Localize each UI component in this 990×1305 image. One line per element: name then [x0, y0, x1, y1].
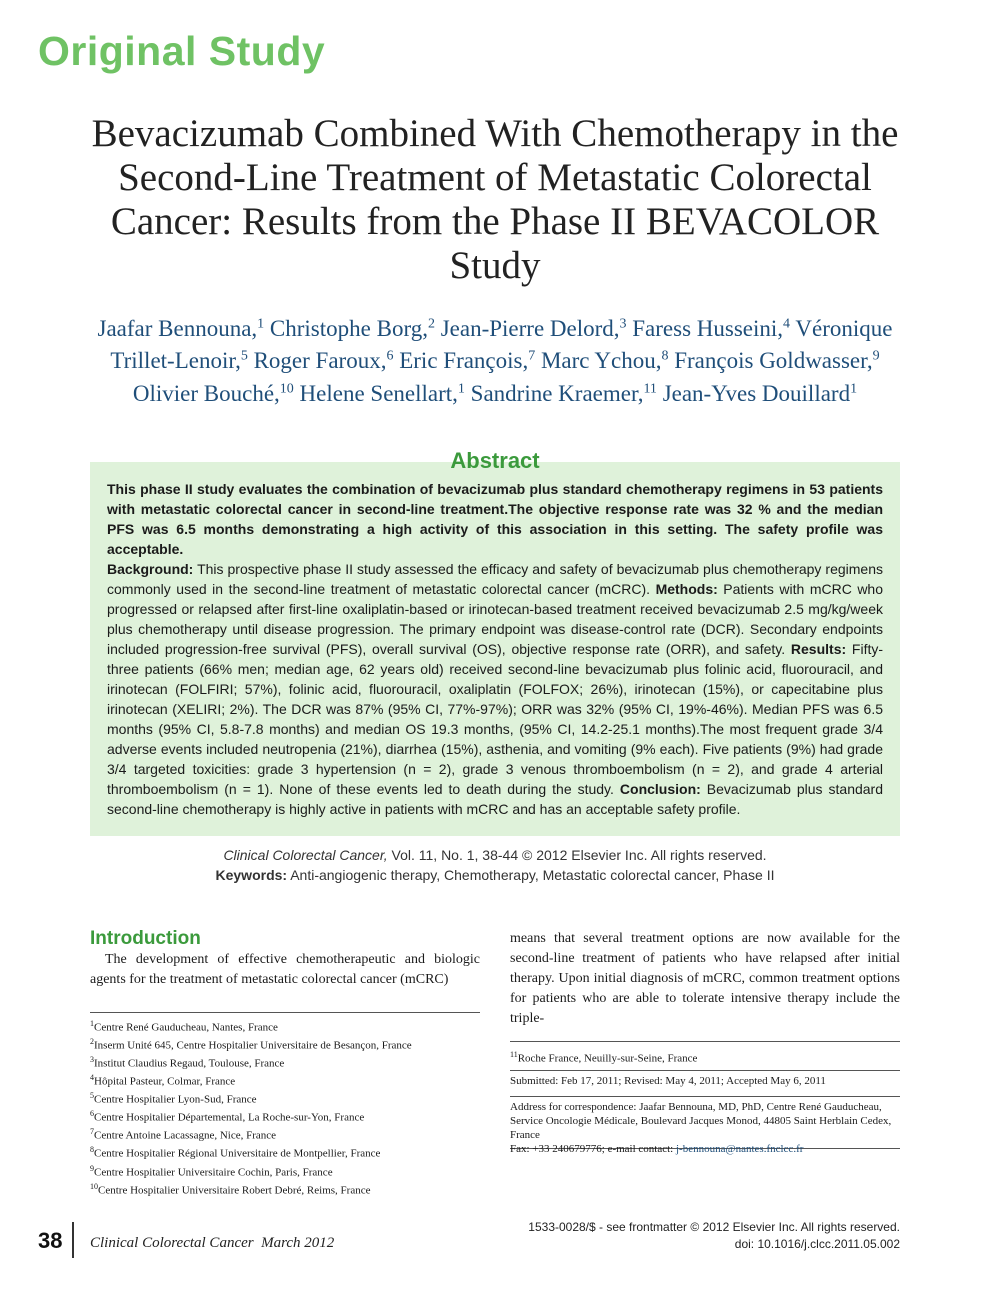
- correspondence-block: [510, 1100, 900, 1156]
- affiliation-number: 10: [90, 1181, 98, 1191]
- author: [674, 348, 879, 373]
- correspondence-address: Address for correspondence: Jaafar Bennouna, MD, PhD, Centre René Gauducheau, Service Oncologie Médicale, Boulevard Jacques Monod, 44805 Saint Herblain Cedex, France: [510, 1101, 892, 1141]
- author: [632, 316, 790, 341]
- affiliation-number: 6: [90, 1109, 94, 1119]
- affiliation-number: 2: [90, 1037, 94, 1047]
- author: [270, 316, 435, 341]
- affiliation-item: [90, 1089, 480, 1107]
- methods-text: Patients with mCRC who progressed or relapsed after first-line oxaliplatin-based or irinotecan-based treatment received bevacizumab 2.5 mg/kg/week plus chemotherapy until disease progression. The primary endpoint was disease-control rate (DCR). Secondary endpoints included progression-free survival (PFS), overall survival (OS), objective response rate (ORR), and safety.: [107, 581, 884, 657]
- footer-journal: Clinical Colorectal Cancer: [90, 1235, 254, 1251]
- author: [399, 348, 535, 373]
- affiliation-text: Centre Hospitalier Régional Universitaire de Montpellier, France: [94, 1148, 381, 1161]
- affiliation-number: 8: [90, 1145, 94, 1155]
- author-name: Jean-Yves Douillard: [662, 380, 851, 406]
- article-title: Bevacizumab Combined With Chemotherapy in the Second-Line Treatment of Metastatic Colorectal Cancer: Results from the Phase II BEVACOLOR Study: [91, 112, 899, 287]
- author-name: Jean-Pierre Delord,: [440, 315, 620, 341]
- author: [541, 348, 669, 373]
- divider-submitted: [510, 1070, 900, 1071]
- author: [254, 348, 394, 373]
- affiliation-text: Roche France, Neuilly-sur-Seine, France: [517, 1052, 698, 1065]
- author: [441, 316, 627, 341]
- author-affiliation-number: 10: [279, 381, 294, 397]
- affiliations-list: [90, 1017, 480, 1198]
- doi-line: doi: 10.1016/j.clcc.2011.05.002: [734, 1237, 900, 1251]
- affiliation-number: 4: [90, 1073, 94, 1083]
- abstract-body: [107, 479, 883, 819]
- citation-block: [90, 845, 900, 885]
- affiliation-11: [510, 1048, 900, 1066]
- affiliation-item: [90, 1053, 480, 1071]
- author-affiliation-number: 8: [661, 348, 669, 364]
- affiliation-text: Hôpital Pasteur, Colmar, France: [94, 1075, 236, 1088]
- issn-line: 1533-0028/$ - see frontmatter © 2012 Elsevier Inc. All rights reserved.: [528, 1220, 900, 1234]
- affiliation-item: [90, 1143, 480, 1161]
- affiliation-text: Centre Hospitalier Universitaire Robert Debré, Reims, France: [98, 1184, 371, 1197]
- author-affiliation-number: 5: [240, 348, 248, 364]
- correspondence-email-link[interactable]: j-bennouna@nantes.fnclcc.fr: [675, 1143, 804, 1155]
- abstract-summary: This phase II study evaluates the combination of bevacizumab plus standard chemotherapy regimens in 53 patients with metastatic colorectal cancer in second-line treatment.The objective response rate was 32 % and the median PFS was 6.5 months demonstrating a high activity of this association in this setting. The safety profile was acceptable.: [107, 481, 883, 557]
- affiliation-text: Inserm Unité 645, Centre Hospitalier Universitaire de Besançon, France: [94, 1039, 412, 1052]
- author-affiliation-number: 11: [643, 381, 657, 397]
- affiliation-number: 11: [510, 1050, 518, 1059]
- correspondence-fax: Fax: +33 240679776; e-mail contact:: [510, 1143, 676, 1155]
- author-name: Olivier Bouché,: [132, 380, 280, 406]
- citation-journal: Clinical Colorectal Cancer,: [223, 847, 388, 863]
- author-affiliation-number: 9: [872, 348, 880, 364]
- affiliation-number: 5: [90, 1091, 94, 1101]
- affiliation-item: [90, 1180, 480, 1198]
- footer-date: March 2012: [261, 1235, 335, 1251]
- author: [98, 316, 265, 341]
- affiliation-text: Centre Antoine Lacassagne, Nice, France: [94, 1130, 277, 1143]
- page-number: 38: [38, 1228, 63, 1253]
- conclusion-label: Conclusion:: [619, 781, 701, 797]
- affiliation-text: Centre René Gauducheau, Nantes, France: [94, 1021, 278, 1034]
- author-affiliation-number: 1: [457, 381, 465, 397]
- conclusion-text: Bevacizumab plus standard second-line chemotherapy is highly active in patients with mCRC and has an acceptable safety profile.: [107, 781, 884, 817]
- abstract-heading: Abstract: [450, 448, 540, 473]
- affiliation-text: Institut Claudius Regaud, Toulouse, France: [94, 1057, 285, 1070]
- author-name: Christophe Borg,: [269, 315, 428, 341]
- author-affiliation-number: 6: [386, 348, 394, 364]
- affiliation-item: [90, 1071, 480, 1089]
- methods-label: Methods:: [655, 581, 718, 597]
- affiliation-text: Centre Hospitalier Lyon-Sud, France: [94, 1093, 257, 1106]
- footer-divider: [72, 1222, 74, 1258]
- author-name: Marc Ychou,: [540, 348, 662, 374]
- author-name: François Goldwasser,: [674, 348, 873, 374]
- affiliation-item: [90, 1107, 480, 1125]
- affiliation-number: 3: [90, 1055, 94, 1065]
- abstract-box: [90, 448, 900, 836]
- author-name: Eric François,: [399, 348, 529, 374]
- affiliation-item: [90, 1035, 480, 1053]
- author-affiliation-number: 1: [257, 316, 265, 331]
- author-affiliation-number: 2: [427, 316, 435, 331]
- author-list: [90, 310, 900, 408]
- divider-correspondence: [510, 1096, 900, 1097]
- author-name: Sandrine Kraemer,: [470, 380, 644, 406]
- citation-line: [90, 845, 900, 865]
- results-text: Fifty-three patients (66% men; median age, 62 years old) received second-line bevacizumab plus folinic acid, fluorouracil, and irinotecan (FOLFIRI; 57%), folinic acid, fluorouracil, oxaliplatin (FOLFOX; 26%), irinotecan (15%), or capecitabine plus irinotecan (XELIRI; 2%). The DCR was 87% (95% CI, 77%-97%); ORR was 32% (95% CI, 19%-46%). Median PFS was 6.5 months (95% CI, 5.8-7.8 months) and median OS 19.3 months, (95% CI, 14.2-25.1 months).The most frequent grade 3/4 adverse events included neutropenia (21%), diarrhea (15%), asthenia, and vomiting (9% each). Five patients (9%) had grade 3/4 targeted toxicities: grade 3 hypertension (n = 2), grade 3 venous thromboembolism (n = 2), and grade 4 arterial thromboembolism (n = 1). None of these events led to death during the study.: [107, 641, 884, 797]
- affiliation-item: [90, 1162, 480, 1180]
- introduction-col1: The development of effective chemotherapeutic and biologic agents for the treatment of metastatic colorectal cancer (mCRC): [90, 952, 480, 987]
- citation-details: Vol. 11, No. 1, 38-44 © 2012 Elsevier Inc. All rights reserved.: [387, 847, 767, 863]
- author-name: Jaafar Bennouna,: [97, 315, 258, 341]
- affiliation-text: Centre Hospitalier Universitaire Cochin, Paris, France: [94, 1166, 333, 1179]
- affiliation-item: [90, 1125, 480, 1143]
- author-name: Faress Husseini,: [632, 315, 784, 341]
- keywords-label: Keywords:: [215, 867, 288, 883]
- affiliation-item: [90, 1017, 480, 1035]
- background-label: Background:: [107, 561, 194, 577]
- journal-footer: [90, 1235, 334, 1252]
- footnote-divider-left: [90, 1012, 480, 1013]
- author: [300, 381, 465, 406]
- affiliation-number: 1: [90, 1019, 94, 1028]
- keywords-text: Anti-angiogenic therapy, Chemotherapy, Metastatic colorectal cancer, Phase II: [287, 867, 775, 883]
- introduction-heading: Introduction: [90, 928, 201, 949]
- author-affiliation-number: 1: [850, 381, 858, 397]
- footnote-divider-right: [510, 1041, 900, 1042]
- affiliation-text: Centre Hospitalier Départemental, La Roche-sur-Yon, France: [94, 1111, 365, 1124]
- author-affiliation-number: 7: [528, 348, 536, 364]
- affiliation-number: 9: [90, 1163, 94, 1173]
- introduction-col2: means that several treatment options are now available for the second-line treatment of patients who have relapsed after initial therapy. Upon initial diagnosis of mCRC, common treatment options for patients who are able to tolerate intensive therapy include the triple-: [510, 931, 900, 1026]
- author: [663, 381, 857, 406]
- author-affiliation-number: 4: [783, 316, 791, 331]
- submission-dates: Submitted: Feb 17, 2011; Revised: May 4, 2011; Accepted May 6, 2011: [510, 1075, 826, 1087]
- background-text: This prospective phase II study assessed the efficacy and safety of bevacizumab plus chemotherapy regimens commonly used in the second-line treatment of metastatic colorectal cancer (mCRC).: [107, 561, 883, 597]
- author-name: Roger Faroux,: [253, 348, 387, 374]
- author-name: Véronique Trillet-Lenoir,: [110, 315, 893, 374]
- author: [133, 381, 294, 406]
- keywords-line: [90, 865, 900, 885]
- author: [471, 381, 657, 406]
- results-label: Results:: [790, 641, 847, 657]
- section-label: Original Study: [38, 28, 326, 74]
- author-name: Helene Senellart,: [299, 380, 458, 406]
- author-affiliation-number: 3: [619, 316, 627, 331]
- affiliation-number: 7: [90, 1127, 94, 1137]
